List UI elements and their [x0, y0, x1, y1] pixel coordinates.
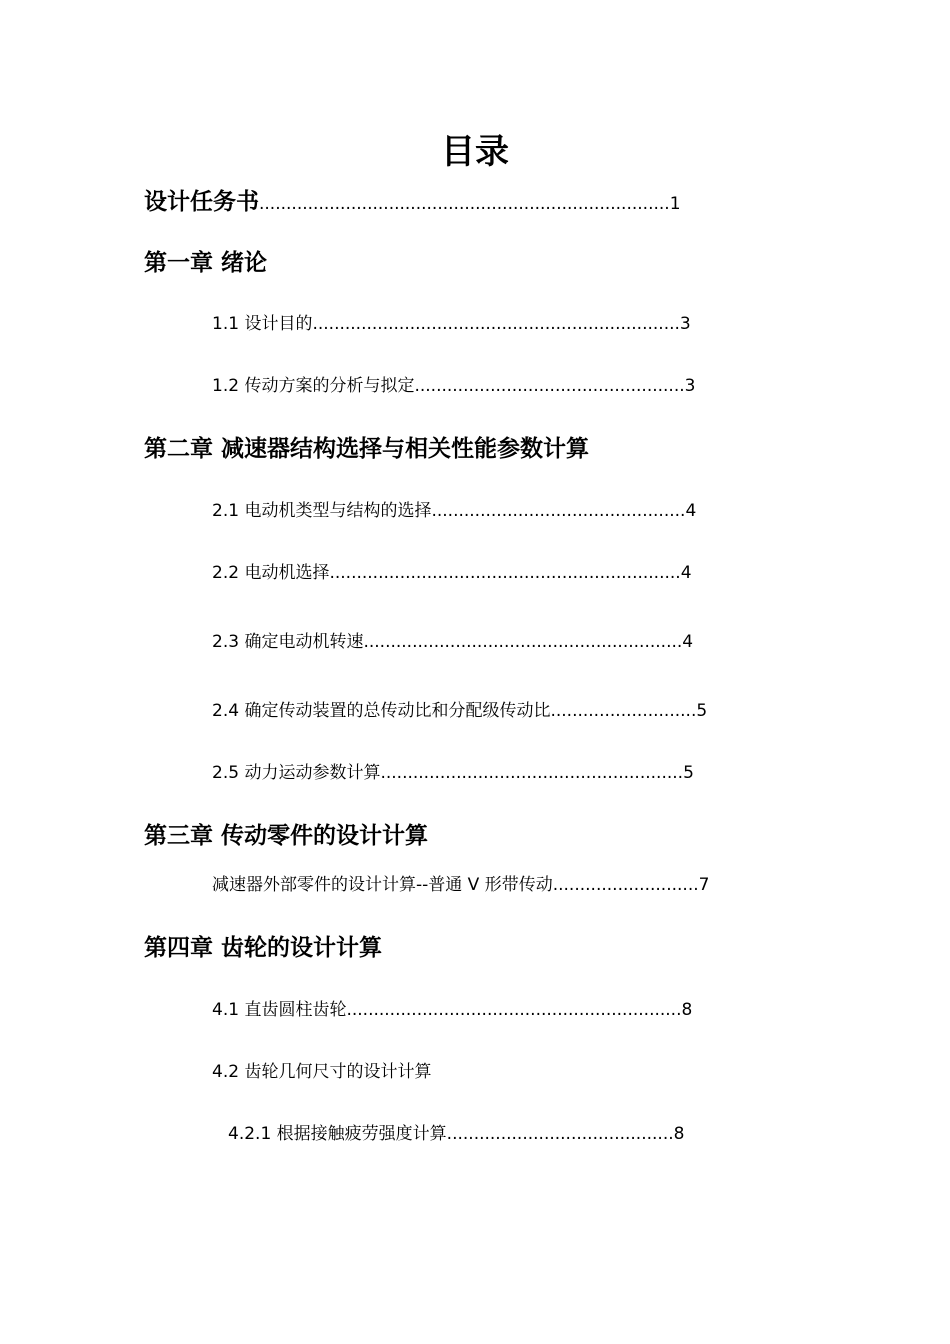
- toc-page-number: 1: [669, 194, 681, 214]
- toc-leader-dots: ..................................................: [414, 376, 685, 396]
- toc-entry-label: 2.4 确定传动装置的总传动比和分配级传动比: [212, 701, 551, 721]
- toc-entry-3-1[interactable]: [212, 873, 709, 897]
- toc-entry-label: 1.2 传动方案的分析与拟定: [212, 376, 415, 396]
- toc-page-number: 7: [698, 875, 710, 895]
- toc-entry-label: 2.3 确定电动机转速: [212, 632, 364, 652]
- toc-entry-label: 4.2 齿轮几何尺寸的设计计算: [212, 1062, 432, 1082]
- toc-page-number: 3: [684, 376, 696, 396]
- toc-entry-design-task[interactable]: [144, 186, 681, 220]
- toc-page-number: 4: [685, 501, 697, 521]
- toc-entry-2-4[interactable]: [212, 699, 707, 723]
- toc-page-number: 5: [696, 701, 708, 721]
- toc-page-number: 8: [673, 1124, 685, 1144]
- toc-entry-1-2[interactable]: [212, 374, 695, 398]
- toc-entry-label: 4.2.1 根据接触疲劳强度计算: [228, 1124, 447, 1144]
- toc-leader-dots: ....................................................................: [312, 314, 680, 334]
- toc-leader-dots: ........................................................: [380, 763, 684, 783]
- toc-leader-dots: ............................................................................: [259, 194, 670, 214]
- toc-entry-4-2-1[interactable]: [228, 1122, 684, 1146]
- toc-entry-2-2[interactable]: [212, 561, 692, 585]
- toc-entry-2-1[interactable]: [212, 499, 696, 523]
- toc-entry-label: 2.5 动力运动参数计算: [212, 763, 381, 783]
- toc-page-number: 3: [679, 314, 691, 334]
- toc-leader-dots: ...........................: [550, 701, 697, 721]
- page-title: 目录: [441, 132, 509, 172]
- toc-entry-label: 2.2 电动机选择: [212, 563, 330, 583]
- toc-leader-dots: ..............................................................: [346, 1000, 682, 1020]
- toc-leader-dots: ...........................................................: [363, 632, 683, 652]
- toc-chapter-4[interactable]: [144, 932, 382, 964]
- toc-page-number: 4: [682, 632, 694, 652]
- toc-leader-dots: ...............................................: [431, 501, 686, 521]
- toc-chapter-2[interactable]: [144, 433, 589, 465]
- toc-page-number: 8: [681, 1000, 693, 1020]
- toc-entry-label: 减速器外部零件的设计计算--普通 V 形带传动: [212, 875, 553, 895]
- toc-leader-dots: ...........................: [552, 875, 699, 895]
- toc-entry-label: 1.1 设计目的: [212, 314, 313, 334]
- toc-entry-label: 第三章 传动零件的设计计算: [144, 823, 429, 849]
- toc-page-number: 4: [680, 563, 692, 583]
- toc-leader-dots: .................................................................: [329, 563, 681, 583]
- toc-chapter-3[interactable]: [144, 820, 428, 852]
- toc-entry-4-2[interactable]: [212, 1060, 431, 1084]
- toc-entry-2-5[interactable]: [212, 761, 694, 785]
- toc-entry-label: 2.1 电动机类型与结构的选择: [212, 501, 432, 521]
- toc-page-number: 5: [683, 763, 694, 783]
- toc-entry-label: 第四章 齿轮的设计计算: [144, 935, 383, 961]
- toc-chapter-1[interactable]: [144, 247, 267, 279]
- toc-entry-label: 设计任务书: [144, 189, 259, 215]
- toc-entry-label: 第二章 减速器结构选择与相关性能参数计算: [144, 436, 590, 462]
- toc-entry-label: 4.1 直齿圆柱齿轮: [212, 1000, 347, 1020]
- toc-entry-1-1[interactable]: [212, 312, 691, 336]
- toc-entry-label: 第一章 绪论: [144, 250, 268, 276]
- toc-leader-dots: ..........................................: [446, 1124, 674, 1144]
- toc-entry-4-1[interactable]: [212, 998, 692, 1022]
- toc-entry-2-3[interactable]: [212, 630, 693, 654]
